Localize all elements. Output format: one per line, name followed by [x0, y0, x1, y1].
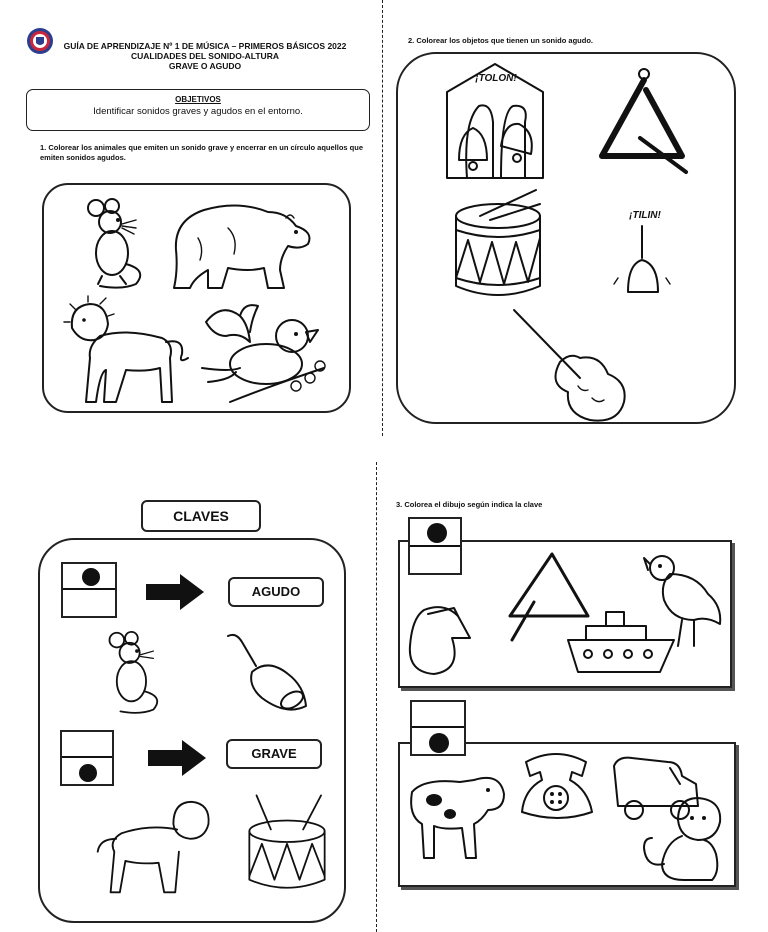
agudo-label: AGUDO: [228, 577, 324, 607]
header-topic: GRAVE O AGUDO: [168, 61, 242, 71]
objectives-title: OBJETIVOS: [175, 95, 221, 104]
bird-icon: [200, 302, 330, 410]
violin-icon: [508, 306, 632, 426]
header-title: GUÍA DE APRENDIZAJE Nº 1 DE MÚSICA – PRIMEROS BÁSICOS 2022: [63, 41, 347, 51]
note-high-icon: [61, 562, 117, 618]
bells-sound-text: ¡TOLON!: [475, 73, 517, 84]
small-bell-icon: [614, 222, 674, 306]
objectives-box: [26, 89, 370, 131]
bottom-divider: [376, 462, 377, 932]
top-divider: [382, 0, 383, 436]
mouse-icon: [104, 630, 168, 716]
grave-label: GRAVE: [226, 739, 322, 769]
lion-icon: [66, 298, 196, 410]
header-subtitle: CUALIDADES DEL SONIDO-ALTURA: [131, 51, 279, 61]
lion-icon: [94, 796, 214, 900]
small-bell-sound-text: ¡TILIN!: [629, 210, 661, 221]
claves-title: CLAVES: [141, 500, 261, 532]
arrow-icon: [146, 738, 208, 778]
activity1-instruction: 1. Colorear los animales que emiten un sonido grave y encerrar en un círculo aquellos que emiten sonidos agudos.: [40, 143, 364, 162]
objectives-text: Identificar sonidos graves y agudos en el entorno.: [93, 106, 303, 117]
note-low-icon: [410, 700, 466, 756]
lion-icon: [638, 794, 732, 884]
header: [60, 41, 350, 71]
note-low-icon: [60, 730, 114, 786]
school-crest-icon: [26, 27, 54, 55]
activity2-instruction: 2. Colorear los objetos que tienen un sonido agudo.: [408, 36, 594, 45]
telephone-icon: [512, 750, 602, 824]
arrow-icon: [144, 572, 206, 612]
bird-icon: [642, 550, 726, 654]
note-high-icon: [408, 517, 462, 575]
triangle-icon: [596, 68, 692, 180]
mouse-icon: [82, 198, 152, 290]
whistle-icon: [404, 598, 478, 678]
drum-icon: [450, 186, 546, 302]
bear-icon: [168, 198, 318, 294]
activity3-instruction: 3. Colorea el dibujo según indica la clave: [396, 500, 543, 509]
drum-icon: [240, 790, 334, 894]
bell-icon: [222, 630, 314, 714]
cow-icon: [404, 764, 508, 862]
